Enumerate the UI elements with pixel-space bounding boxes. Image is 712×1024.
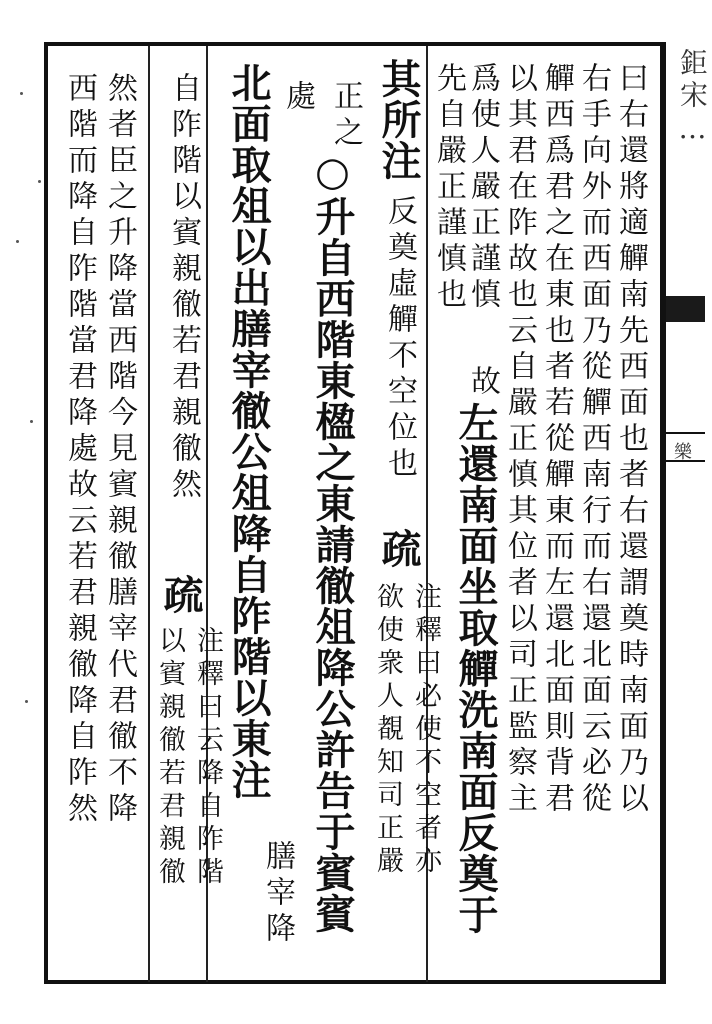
shu-marker: 疏	[375, 528, 422, 569]
commentary-column: 注釋曰必使不空者亦	[410, 582, 441, 879]
text-column: 然者臣之升降當西階今見賓親徹膳宰代君徹不降	[102, 72, 137, 828]
main-text-column: 其所注	[375, 58, 422, 181]
main-text-column: ○升自西階東楹之東請徹俎降公許告于賓賓	[309, 148, 356, 934]
paper-speck	[16, 240, 19, 243]
main-text-column: 北面取俎以出膳宰徹公俎降自阼階以東注	[225, 62, 272, 800]
paper-speck	[25, 700, 28, 703]
commentary-column: 注釋曰云降自阼階	[192, 626, 223, 890]
margin-mark: 樂	[674, 442, 692, 463]
text-column: 右手向外而西面乃從觶西南行而右還北面云必從	[576, 62, 611, 818]
page-margin	[664, 42, 707, 984]
commentary-column: 欲使衆人覩知司正嚴	[372, 582, 403, 879]
text-column: 正之	[328, 80, 363, 152]
fold-tab	[666, 296, 705, 322]
text-column: 先自嚴正謹慎也	[431, 62, 466, 314]
shu-marker: 疏	[157, 574, 204, 615]
text-column: 處	[280, 80, 315, 116]
text-column: 自阼階以賓親徹若君親徹然	[166, 72, 201, 504]
text-column: 故	[465, 365, 500, 401]
text-column: 以其君在阼故也云自嚴正慎其位者以司正監察主	[502, 62, 537, 818]
text-column: 爲使人嚴正謹慎	[465, 62, 500, 314]
commentary-column: 膳宰降	[260, 840, 295, 948]
paper-speck	[38, 180, 41, 183]
text-column: 西階而降自阼階當君降處故云若君親徹降自阼然	[62, 72, 97, 828]
paper-speck	[20, 92, 23, 95]
commentary-column: 反奠虛觶不空位也	[382, 195, 417, 483]
main-text-column: 左還南面坐取觶洗南面反奠于	[452, 402, 499, 935]
paper-speck	[30, 420, 33, 423]
text-column: 曰右還將適觶南先西面也者右還謂奠時南面乃以	[613, 62, 648, 818]
column-rule	[148, 46, 150, 982]
text-column: 觶西爲君之在東也者若從觶東而左還北面則背君	[539, 62, 574, 818]
margin-heading: 鉅宋…	[676, 48, 709, 149]
commentary-column: 以賓親徹若君親徹	[154, 626, 185, 890]
